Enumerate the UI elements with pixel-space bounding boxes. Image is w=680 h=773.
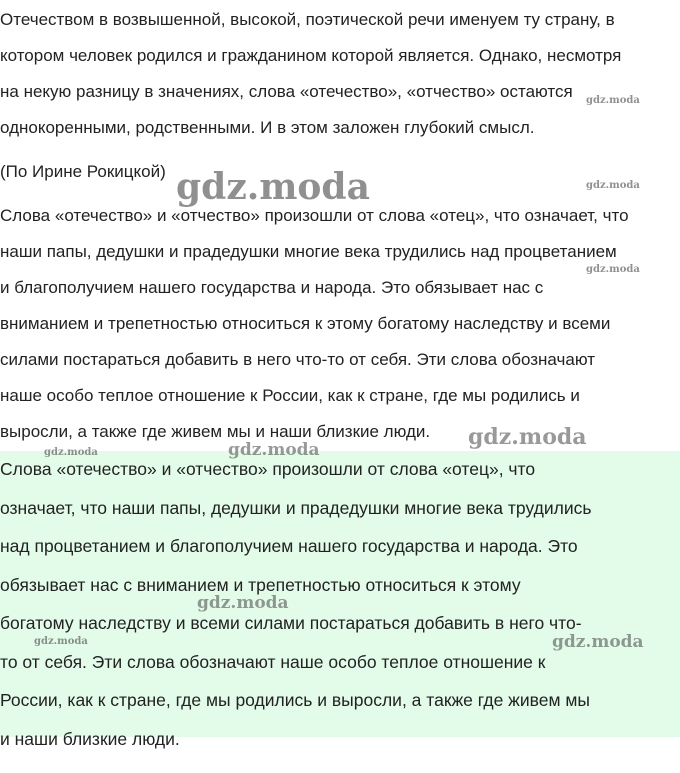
text-line: России, как к стране, где мы родились и выросли, а также где живем мы [0,690,590,710]
watermark: gdz.moda [586,180,640,191]
watermark: gdz.moda [468,424,587,450]
text-line: и наши близкие люди. [0,728,180,749]
answer-paragraph [0,198,680,450]
text-line: вниманием и трепетностью относиться к этому богатому наследству и всеми [0,314,611,333]
highlighted-answer-paragraph [0,450,680,758]
text-line: наши папы, дедушки и прадедушки многие века трудились над процветанием [0,242,617,261]
watermark: gdz.moda [34,636,88,647]
text-line: означает, что наши папы, дедушки и прадедушки многие века трудились [0,497,592,518]
text-line: котором человек родился и гражданином которой является. Однако, несмотря [0,46,622,65]
text-line: то от себя. Эти слова обозначают наше особо теплое отношение к [0,651,546,672]
watermark: gdz.moda [176,166,370,208]
attribution [0,154,680,190]
watermark: gdz.moda [44,447,98,458]
text-line: и благополучием нашего государства и народа. Это обязывает нас с [0,278,544,297]
text-line: наше особо теплое отношение к России, как к стране, где мы родились и [0,386,580,405]
watermark: gdz.moda [586,264,640,275]
watermark: gdz.moda [586,95,640,106]
text-line: силами постараться добавить в него что-то от себя. Эти слова обозначают [0,350,595,369]
text-line: на некую разницу в значениях, слова «отечество», «отчество» остаются [0,82,573,101]
text-line: Отечеством в возвышенной, высокой, поэтической речи именуем ту страну, в [0,10,615,29]
text-line: Слова «отечество» и «отчество» произошли от слова «отец», что означает, что [0,206,629,225]
attribution-text: (По Ирине Рокицкой) [0,162,166,181]
watermark: gdz.moda [552,632,644,652]
text-line: богатому наследству и всеми силами постараться добавить в него что- [0,613,582,633]
text-line: обязывает нас с вниманием и трепетностью относиться к этому [0,574,521,595]
intro-paragraph [0,2,680,146]
text-line: однокоренными, родственными. И в этом заложен глубокий смысл. [0,118,535,137]
highlighted-answer-box [0,451,680,749]
watermark: gdz.moda [197,593,289,613]
text-line: Слова «отечество» и «отчество» произошли от слова «отец», что [0,459,536,479]
text-line: над процветанием и благополучием нашего государства и народа. Это [0,536,578,556]
watermark: gdz.moda [228,440,320,460]
text-line: выросли, а также где живем мы и наши близкие люди. [0,422,431,441]
